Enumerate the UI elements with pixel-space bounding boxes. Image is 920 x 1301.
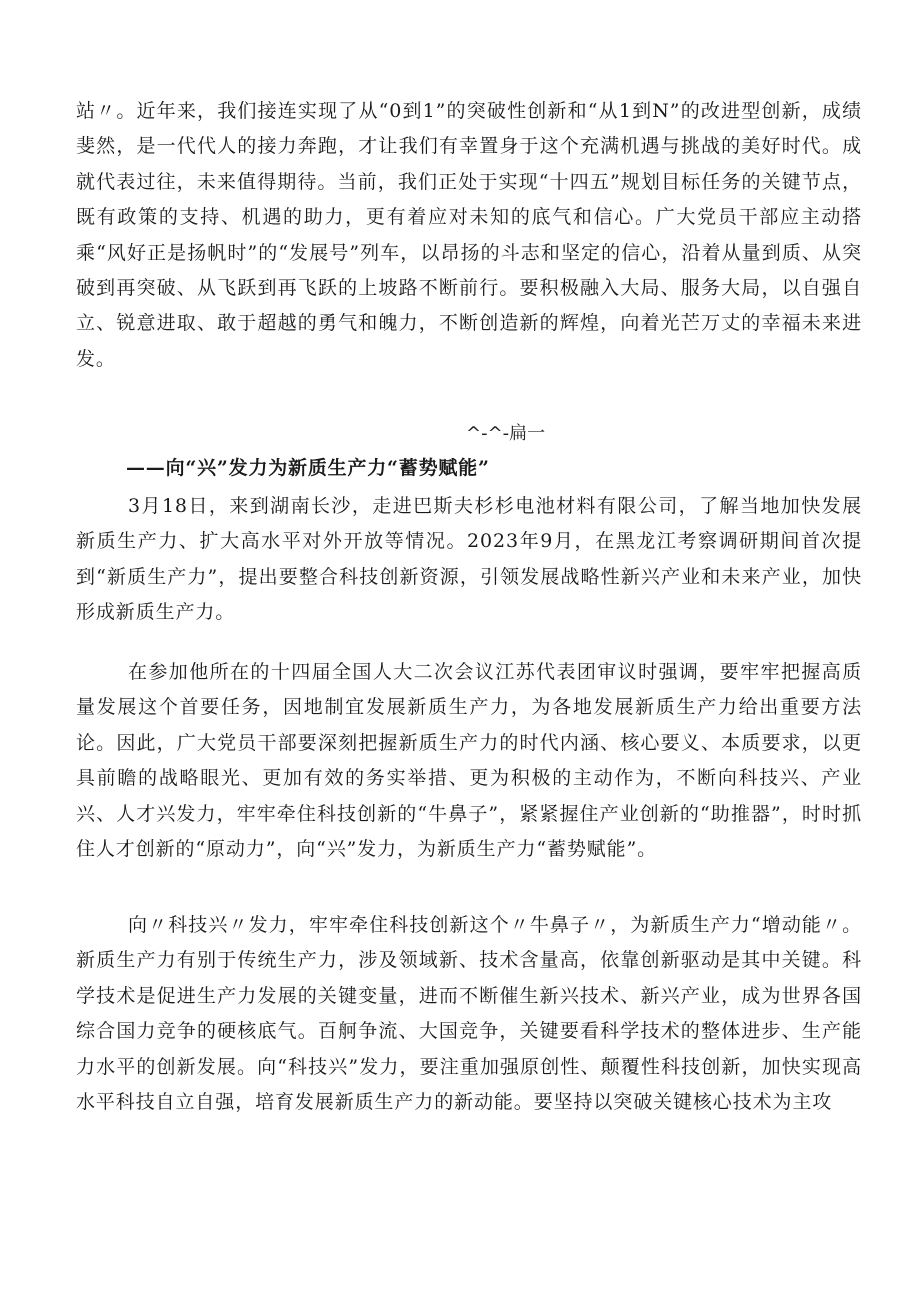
paragraph-technology: 向〃科技兴〃发力，牢牢牵住科技创新这个〃牛鼻子〃，为新质生产力“增动能〃。新质生产力有别于传统生产力，涉及领域新、技术含量高，依靠创新驱动是其中关键。科学技术是促进生产力发展的关键变量，进而不断催生新兴技术、新兴产业，成为世界各国综合国力竞争的硬核底气。百舸争流、大国竞争，关键要看科学技术的整体进步、生产能力水平的创新发展。向“科技兴”发力，要注重加强原创性、颠覆性科技创新，加快实现高水平科技自立自强，培育发展新质生产力的新动能。要坚持以突破关键核心技术为主攻 (76, 914, 862, 1114)
paragraph-intro-continued: 站〃。近年来，我们接连实现了从“0到1”的突破性创新和“从1到N”的改进型创新，成绩斐然，是一代代人的接力奔跑，才让我们有幸置身于这个充满机遇与挑战的美好时代。成就代表过往，未来值得期待。当前，我们正处于实现“十四五”规划目标任务的关键节点，既有政策的支持、机遇的助力，更有着应对未知的底气和信心。广大党员干部应主动搭乘“风好正是扬帆时”的“发展号”列车，以昂扬的斗志和坚定的信心，沿着从量到质、从突破到再突破、从飞跃到再飞跃的上坡路不断前行。要积极融入大局、服务大局，以自强自立、锐意进取、敢于超越的勇气和魄力，不断创造新的辉煌，向着光芒万丈的幸福未来进发。 (76, 100, 862, 370)
section-marker: ^-^-扁一 (466, 423, 546, 444)
paragraph-visit: 3月18日，来到湖南长沙，走进巴斯夫杉杉电池材料有限公司，了解当地加快发展新质生产力、扩大高水平对外开放等情况。2023年9月，在黑龙江考察调研期间首次提到“新质生产力”，提出要整合科技创新资源，引领发展战略性新兴产业和未来产业，加快形成新质生产力。 (76, 495, 862, 624)
section-heading: ——向“兴”发力为新质生产力“蓄势赋能” (126, 457, 490, 479)
paragraph-jiangsu: 在参加他所在的十四届全国人大二次会议江苏代表团审议时强调，要牢牢把握高质量发展这个首要任务，因地制宜发展新质生产力，为各地发展新质生产力给出重要方法论。因此，广大党员干部要深刻把握新质生产力的时代内涵、核心要义、本质要求，以更具前瞻的战略眼光、更加有效的务实举措、更为积极的主动作为，不断向科技兴、产业兴、人才兴发力，牢牢牵住科技创新的“牛鼻子”，紧紧握住产业创新的“助推器”，时时抓住人才创新的“原动力”，向“兴”发力，为新质生产力“蓄势赋能”。 (76, 661, 862, 861)
